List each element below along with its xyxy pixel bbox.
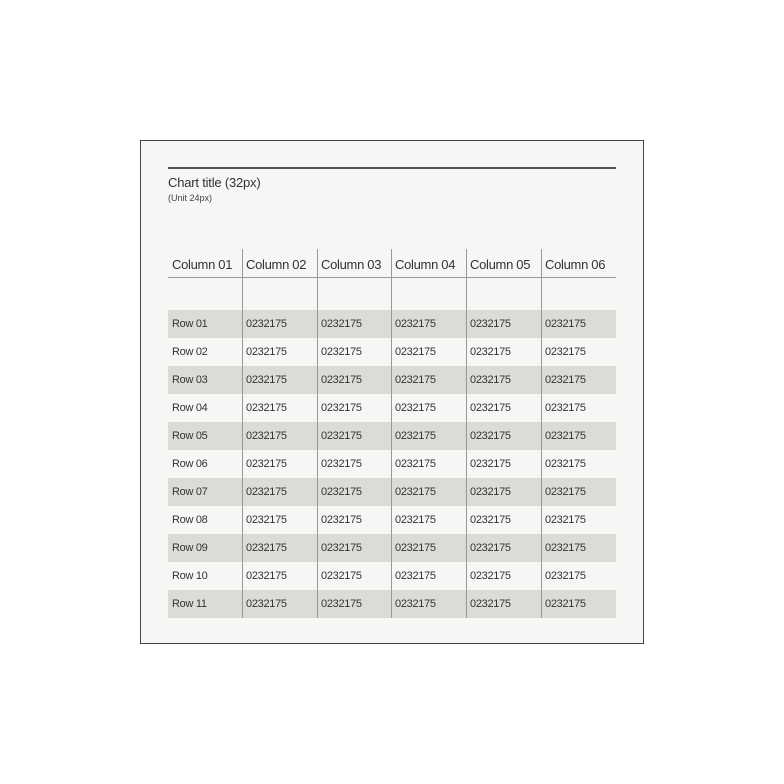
table-row (168, 338, 616, 366)
table-row (168, 366, 616, 394)
row-label: Row 03 (172, 374, 208, 386)
table-cell: 0232175 (246, 430, 287, 442)
table-cell: 0232175 (246, 458, 287, 470)
table-cell: 0232175 (470, 598, 511, 610)
table-cell: 0232175 (246, 570, 287, 582)
row-label: Row 02 (172, 346, 208, 358)
table-cell: 0232175 (545, 346, 586, 358)
table-cell: 0232175 (321, 570, 362, 582)
table-cell: 0232175 (395, 430, 436, 442)
column-divider (466, 249, 467, 618)
table-row (168, 310, 616, 338)
table-cell: 0232175 (470, 458, 511, 470)
header-spacer (168, 278, 616, 310)
table-cell: 0232175 (321, 458, 362, 470)
table-cell: 0232175 (321, 542, 362, 554)
row-label: Row 10 (172, 570, 208, 582)
table-row (168, 450, 616, 478)
table-cell: 0232175 (246, 514, 287, 526)
column-divider (541, 249, 542, 618)
chart-card (140, 140, 644, 644)
table-cell: 0232175 (395, 486, 436, 498)
table-row (168, 590, 616, 618)
table-cell: 0232175 (545, 598, 586, 610)
column-header: Column 01 (172, 256, 233, 272)
column-divider (242, 249, 243, 618)
table-header-row (168, 249, 616, 278)
row-label: Row 04 (172, 402, 208, 414)
table-cell: 0232175 (545, 318, 586, 330)
table-cell: 0232175 (395, 570, 436, 582)
table-cell: 0232175 (395, 402, 436, 414)
table-cell: 0232175 (246, 346, 287, 358)
table-cell: 0232175 (395, 346, 436, 358)
table-cell: 0232175 (395, 514, 436, 526)
table-cell: 0232175 (321, 346, 362, 358)
chart-title: Chart title (32px) (168, 175, 261, 190)
table-cell: 0232175 (545, 570, 586, 582)
column-divider (317, 249, 318, 618)
column-divider (391, 249, 392, 618)
row-label: Row 06 (172, 458, 208, 470)
table-cell: 0232175 (321, 374, 362, 386)
table-cell: 0232175 (470, 514, 511, 526)
table-row (168, 422, 616, 450)
row-label: Row 05 (172, 430, 208, 442)
row-label: Row 08 (172, 514, 208, 526)
table-cell: 0232175 (395, 318, 436, 330)
table-cell: 0232175 (545, 374, 586, 386)
column-header: Column 04 (395, 256, 456, 272)
table-cell: 0232175 (395, 542, 436, 554)
table-cell: 0232175 (470, 402, 511, 414)
row-label: Row 07 (172, 486, 208, 498)
table-cell: 0232175 (321, 486, 362, 498)
table-cell: 0232175 (395, 598, 436, 610)
table-cell: 0232175 (545, 458, 586, 470)
table-cell: 0232175 (321, 514, 362, 526)
table-cell: 0232175 (321, 598, 362, 610)
title-rule (168, 167, 616, 169)
table-cell: 0232175 (246, 542, 287, 554)
table-row (168, 534, 616, 562)
table-cell: 0232175 (545, 486, 586, 498)
table-row (168, 506, 616, 534)
table-cell: 0232175 (545, 542, 586, 554)
chart-subtitle: (Unit 24px) (168, 193, 213, 203)
column-header: Column 03 (321, 256, 382, 272)
table-cell: 0232175 (470, 374, 511, 386)
table-cell: 0232175 (246, 598, 287, 610)
table-cell: 0232175 (470, 486, 511, 498)
table-cell: 0232175 (470, 346, 511, 358)
table-cell: 0232175 (545, 430, 586, 442)
table-cell: 0232175 (395, 374, 436, 386)
table-cell: 0232175 (321, 430, 362, 442)
table-cell: 0232175 (246, 318, 287, 330)
table-row (168, 394, 616, 422)
row-label: Row 01 (172, 318, 208, 330)
table-cell: 0232175 (395, 458, 436, 470)
table-cell: 0232175 (470, 430, 511, 442)
column-header: Column 06 (545, 256, 606, 272)
table-row (168, 562, 616, 590)
table-cell: 0232175 (321, 318, 362, 330)
row-label: Row 11 (172, 598, 207, 610)
table-row (168, 478, 616, 506)
column-header: Column 05 (470, 256, 531, 272)
table-cell: 0232175 (321, 402, 362, 414)
table-cell: 0232175 (545, 402, 586, 414)
table-cell: 0232175 (246, 402, 287, 414)
table-cell: 0232175 (470, 542, 511, 554)
table-cell: 0232175 (246, 374, 287, 386)
data-table (168, 249, 616, 618)
column-header: Column 02 (246, 256, 307, 272)
row-label: Row 09 (172, 542, 208, 554)
table-cell: 0232175 (470, 570, 511, 582)
table-cell: 0232175 (246, 486, 287, 498)
table-cell: 0232175 (470, 318, 511, 330)
table-cell: 0232175 (545, 514, 586, 526)
